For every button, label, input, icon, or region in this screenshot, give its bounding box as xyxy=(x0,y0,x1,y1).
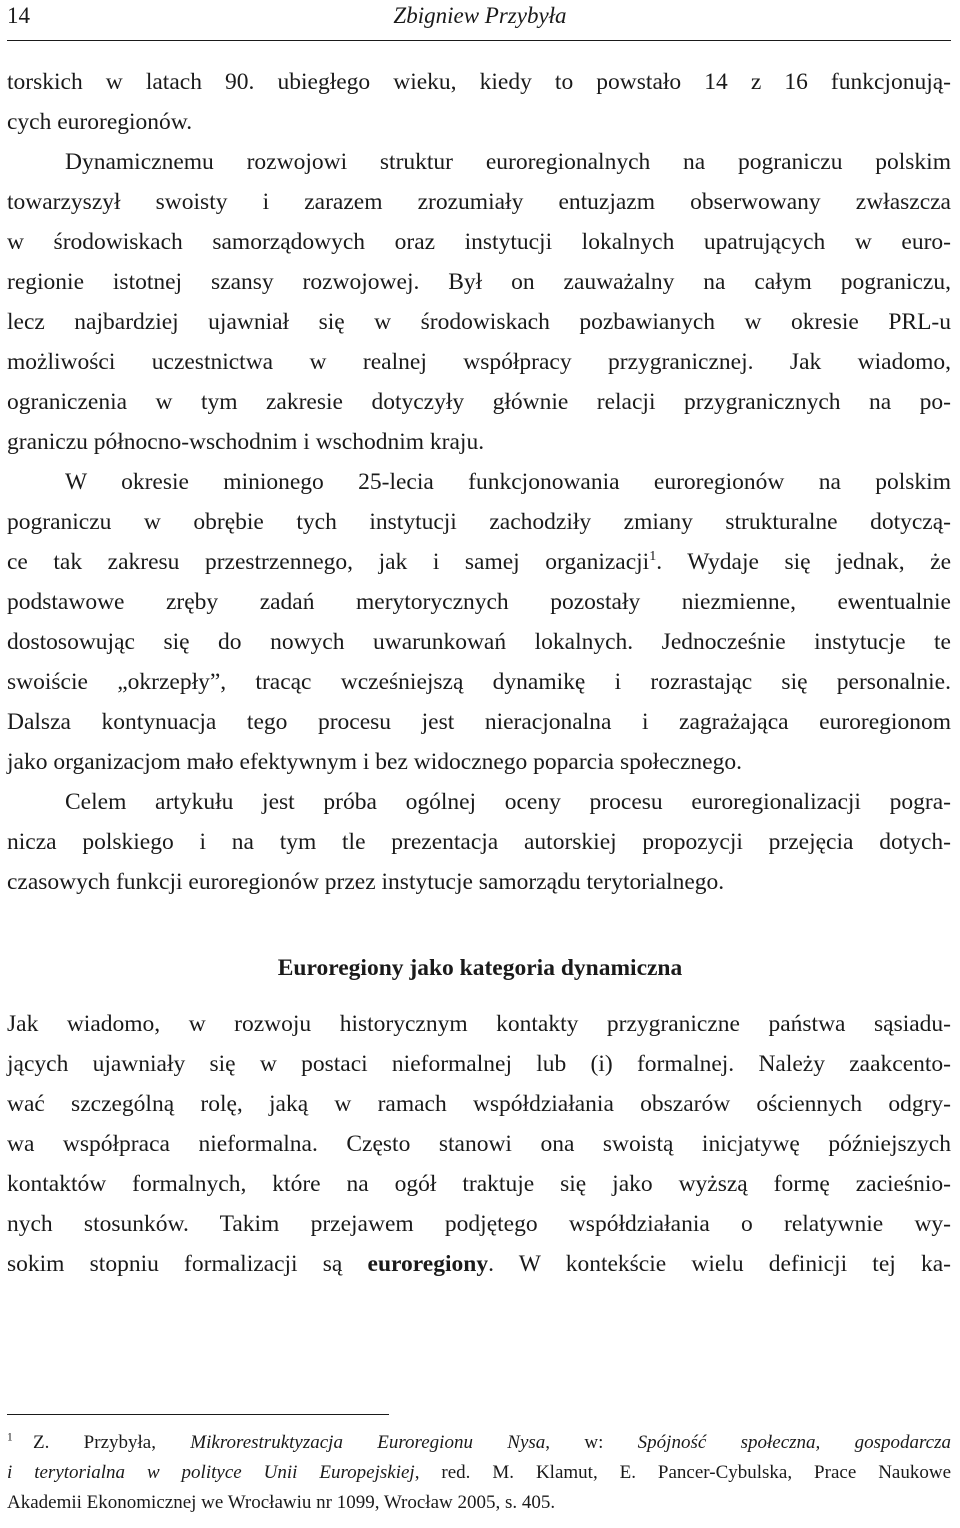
body-line: dostosowując się do nowych uwarunkowań lokalnych. Jednocześnie instytucje te xyxy=(7,629,951,655)
footnote-line xyxy=(7,1430,951,1456)
body-line: regionie istotnej szansy rozwojowej. Był on zauważalny na całym pograniczu, xyxy=(7,269,951,295)
body-line-with-footnote-ref xyxy=(7,546,951,578)
body-line: W okresie minionego 25-lecia funkcjonowania euroregionów na polskim xyxy=(65,469,951,495)
footnote-marker: 1 xyxy=(7,1431,13,1444)
section-text: . W kontekście wielu definicji tej ka- xyxy=(488,1251,951,1277)
section-heading: Euroregiony jako kategoria dynamiczna xyxy=(277,955,683,981)
body-line: Dalsza kontynuacja tego procesu jest nieracjonalna i zagrażająca euroregionom xyxy=(7,709,951,735)
section-line-with-bold-term xyxy=(7,1248,951,1280)
section-line: Jak wiadomo, w rozwoju historycznym kontakty przygraniczne państwa sąsiadu- xyxy=(7,1011,951,1037)
body-line: możliwości uczestnictwa w realnej współpracy przygranicznej. Jak wiadomo, xyxy=(7,349,951,375)
section-text: sokim stopniu formalizacji są xyxy=(7,1251,368,1277)
body-line: lecz najbardziej ujawniał się w środowiskach pozbawianych w okresie PRL-u xyxy=(7,309,951,335)
body-text: . Wydaje się jednak, że xyxy=(656,549,952,575)
body-line: cych euroregionów. xyxy=(7,109,193,135)
running-title: Zbigniew Przybyła xyxy=(393,3,567,28)
body-line: torskich w latach 90. ubiegłego wieku, kiedy to powstało 14 z 16 funkcjonują- xyxy=(7,69,951,95)
footnote-title: Mikrorestruktyzacja Euroregionu Nysa xyxy=(190,1432,546,1453)
header-rule xyxy=(7,40,951,41)
footnote-in: , w: xyxy=(545,1432,638,1453)
footnote-book: Spójność społeczna, gospodarcza xyxy=(637,1432,951,1453)
section-line: wać szczególną rolę, jaką w ramach współdziałania obszarów ościennych odgry- xyxy=(7,1091,951,1117)
body-line: towarzyszył swoisty i zarazem zrozumiały entuzjazm obserwowany zwłaszcza xyxy=(7,189,951,215)
footnote-book: i terytorialna w polityce Unii Europejskiej xyxy=(7,1462,415,1483)
footnote-line xyxy=(7,1460,951,1486)
body-line: graniczu północno-wschodnim i wschodnim kraju. xyxy=(7,429,485,455)
footnote-publisher: , red. M. Klamut, E. Pancer-Cybulska, Prace Naukowe xyxy=(414,1462,952,1483)
body-line: nicza polskiego i na tym tle prezentacja autorskiej propozycji przejęcia dotych- xyxy=(7,829,951,855)
body-line: czasowych funkcji euroregionów przez instytucje samorządu terytorialnego. xyxy=(7,869,725,895)
body-line: swoiście „okrzepły”, tracąc wcześniejszą dynamikę i rozrastając się personalnie. xyxy=(7,669,951,695)
footnote-author: Z. Przybyła, xyxy=(33,1432,191,1453)
section-line: kontaktów formalnych, które na ogół traktuje się jako wyższą formę zacieśnio- xyxy=(7,1171,951,1197)
body-line: Dynamicznemu rozwojowi struktur euroregionalnych na pograniczu polskim xyxy=(65,149,951,175)
body-line: jako organizacjom mało efektywnym i bez widocznego poparcia społecznego. xyxy=(7,749,742,775)
body-text: ce tak zakresu przestrzennego, jak i samej organizacji xyxy=(7,549,650,575)
bold-term: euroregiony xyxy=(367,1251,489,1277)
page-number: 14 xyxy=(7,3,30,28)
body-line: pograniczu w obrębie tych instytucji zachodziły zmiany strukturalne dotyczą- xyxy=(7,509,951,535)
section-line: jących ujawniały się w postaci nieformalnej lub (i) formalnej. Należy zaakcento- xyxy=(7,1051,951,1077)
body-line: ograniczenia w tym zakresie dotyczyły głównie relacji przygranicznych na po- xyxy=(7,389,951,415)
body-line: Celem artykułu jest próba ogólnej oceny procesu euroregionalizacji pogra- xyxy=(65,789,951,815)
footnote-line: Akademii Ekonomicznej we Wrocławiu nr 1099, Wrocław 2005, s. 405. xyxy=(7,1492,556,1513)
section-line: wa współpraca nieformalna. Często stanowi ona swoistą inicjatywę późniejszych xyxy=(7,1131,951,1157)
body-line: podstawowe zręby zadań merytorycznych pozostały niezmienne, ewentualnie xyxy=(7,589,951,615)
body-line: w środowiskach samorządowych oraz instytucji lokalnych upatrujących w euro- xyxy=(7,229,951,255)
footnote-reference: 1 xyxy=(649,548,657,565)
footnote-rule xyxy=(7,1414,389,1415)
section-line: nych stosunków. Takim przejawem podjętego współdziałania o relatywnie wy- xyxy=(7,1211,951,1237)
